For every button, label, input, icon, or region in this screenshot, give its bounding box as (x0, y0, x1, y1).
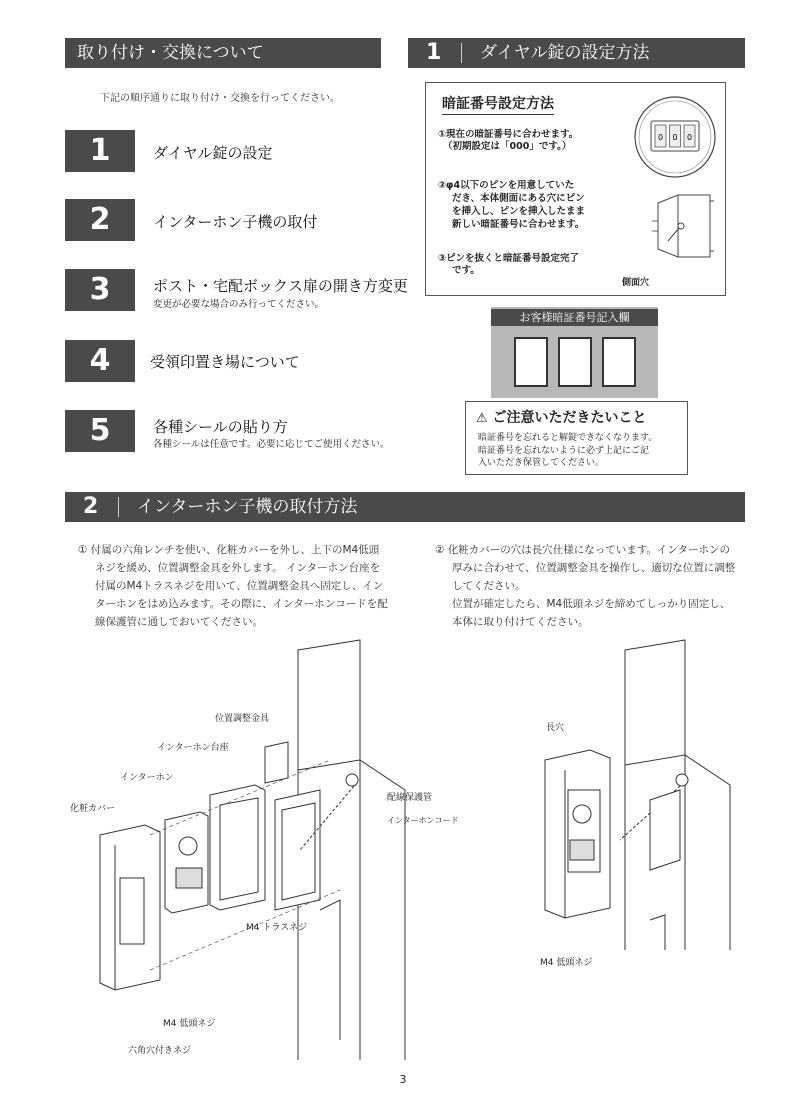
dial-step1-line: ①現在の暗証番号に合わせます。 (438, 129, 579, 140)
para2-line: 厚みに合わせて、位置調整金具を操作し、適切な位置に調整 (452, 562, 736, 574)
section1-title: ダイヤル錠の設定方法 (480, 43, 650, 63)
para2-line: 本体に取り付けてください。 (452, 616, 589, 628)
label-intercom: インターホン (120, 773, 174, 783)
label-bracket: 位置調整金具 (215, 714, 270, 724)
dial-digit: 0 (657, 133, 664, 142)
record-box (491, 307, 658, 398)
label-right-lowhead-screw: M4 低頭ネジ (540, 958, 593, 968)
step-title-5: 各種シールの貼り方 (153, 418, 288, 436)
dial-digit: 0 (686, 133, 693, 142)
label-lowhead-screw: M4 低頭ネジ (163, 1019, 216, 1029)
dial-digit: 0 (672, 133, 678, 142)
dial-step2-line: 新しい暗証番号に合わせます。 (452, 219, 585, 230)
label-slot: 長穴 (546, 723, 565, 733)
section2-divider (118, 497, 119, 517)
step-number-5: 5 (65, 410, 135, 452)
dial-side-view-illustration (648, 191, 718, 261)
warning-icon: ⚠ (476, 411, 488, 426)
intercom-assembled-diagram (530, 640, 770, 950)
section1-number: 1 (426, 40, 442, 65)
label-truss-screw: M4 トラスネジ (246, 923, 308, 933)
dial-step3 (438, 253, 579, 277)
step-title-2: インターホン子機の取付 (153, 213, 318, 231)
dial-step1 (438, 129, 578, 153)
step-title-3: ポスト・宅配ボックス扉の開き方変更 (153, 277, 408, 295)
step-number-1: 1 (65, 130, 135, 172)
left-section-header-text: 取り付け・交換について (77, 43, 264, 63)
section2-paragraph-2 (435, 541, 735, 631)
para1-line: ターホンをはめ込みます。その際に、インターホンコードを配 (95, 598, 388, 610)
label-base: インターホン台座 (157, 743, 229, 753)
page-number: 3 (399, 1073, 407, 1086)
record-box-title-text: お客様暗証番号記入欄 (519, 311, 630, 324)
section2-number: 2 (83, 494, 99, 519)
step-title-1: ダイヤル錠の設定 (153, 144, 273, 162)
section2-header (65, 492, 745, 522)
label-cover: 化粧カバー (70, 804, 116, 814)
caution-line: 暗証番号を忘れないように必ず上記にご記 (478, 445, 650, 456)
record-box-title (491, 309, 658, 326)
para1-line: ① 付属の六角レンチを使い、化粧カバーを外し、上下のM4低頭 (78, 544, 380, 556)
intercom-exploded-diagram (60, 640, 420, 1060)
step-number-2: 2 (65, 199, 135, 241)
caution-box (465, 401, 688, 475)
dial-lock-illustration (631, 93, 719, 181)
para2-line: 位置が確定したら、M4低頭ネジを締めてしっかり固定し、 (452, 598, 731, 610)
dial-step3-line: です。 (452, 265, 480, 276)
para1-line: 付属のM4トラスネジを用いて、位置調整金具へ固定し、イン (95, 580, 384, 592)
label-hex-screw: 六角穴付きネジ (128, 1046, 192, 1056)
caution-text (478, 432, 657, 470)
dial-step2-line: を挿入し、ピンを挿入したまま (452, 206, 586, 217)
para2-line: ② 化粧カバーの穴は長穴仕様になっています。インターホンの (435, 544, 730, 556)
caution-line: 暗証番号を忘れると解錠できなくなります。 (478, 433, 658, 443)
dial-setting-title: 暗証番号設定方法 (442, 93, 554, 115)
step-sub-3: 変更が必要な場合のみ行ってください。 (153, 299, 325, 310)
section2-paragraph-1 (78, 541, 388, 631)
dial-setting-box (425, 82, 726, 296)
record-field-1[interactable] (514, 337, 548, 387)
dial-step3-line: ③ピンを抜くと暗証番号設定完了 (438, 253, 580, 264)
step-number-4: 4 (65, 340, 135, 382)
dial-step1-line: （初期設定は「000」です。） (443, 141, 572, 152)
caution-title (476, 407, 647, 427)
para1-line: 線保護管に通しておいてください。 (95, 616, 263, 628)
section1-divider (461, 43, 462, 63)
step-number-3: 3 (65, 269, 135, 311)
dial-step2-line: ②φ4以下のピンを用意していた (438, 180, 575, 191)
label-cord: インターホンコード (387, 816, 459, 825)
para2-line: してください。 (452, 580, 526, 592)
record-field-3[interactable] (602, 337, 636, 387)
caution-title-text: ご注意いただきたいこと (492, 410, 647, 426)
intro-text: 下記の順序通りに取り付け・交換を行ってください。 (100, 93, 340, 104)
para1-line: ネジを緩め、位置調整金具を外します。 インターホン台座を (95, 562, 381, 574)
section1-header (408, 38, 745, 68)
section2-title: インターホン子機の取付方法 (137, 497, 358, 517)
step-title-4: 受領印置き場について (150, 353, 300, 371)
label-conduit: 配線保護管 (387, 793, 433, 803)
step-sub-5: 各種シールは任意です。必要に応じてご使用ください。 (153, 439, 390, 450)
dial-step2-line: だき、本体側面にある穴にピン (452, 193, 585, 204)
caution-line: 入いただき保管してください。 (478, 458, 605, 468)
record-field-2[interactable] (558, 337, 592, 387)
side-hole-label: 側面穴 (622, 278, 650, 288)
dial-step2 (438, 179, 585, 231)
left-section-header (65, 38, 381, 68)
